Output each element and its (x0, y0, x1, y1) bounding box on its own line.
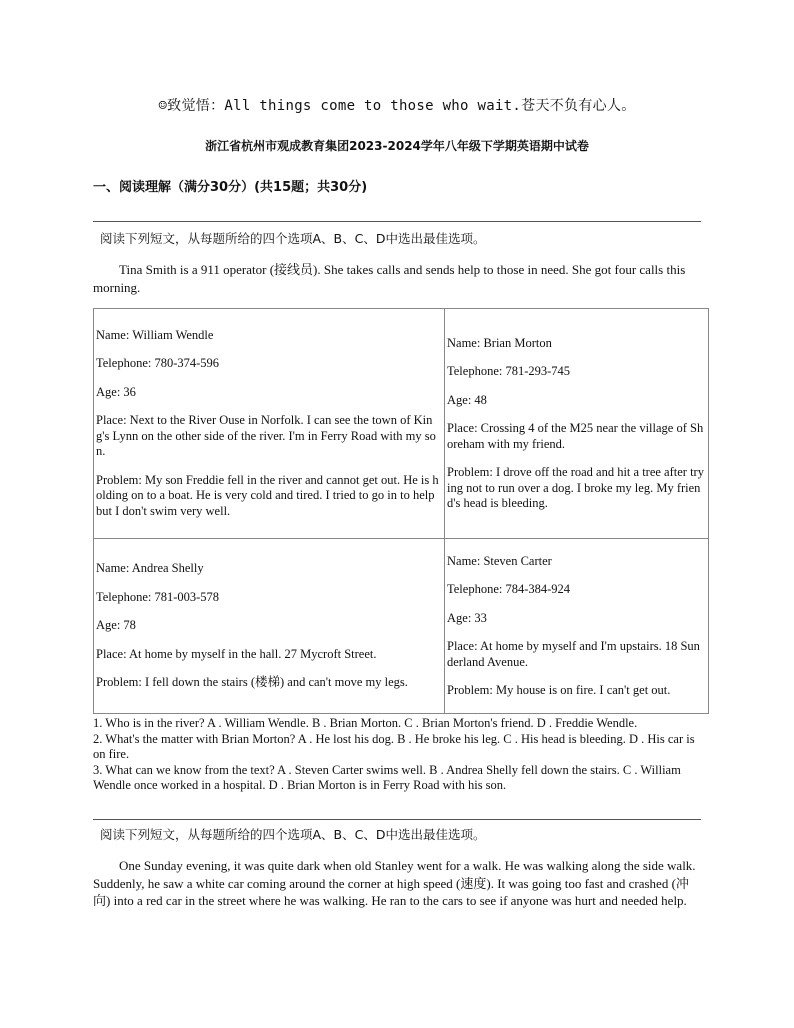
story-paragraph: One Sunday evening, it was quite dark when old Stanley went for a walk. He was walking along the side walk. Suddenly, he saw a white car coming around the corner at high speed (速度). It was going too fast and crashed (冲向) into a red car in the street where he was walking. He ran to the cars to see if anyone was hurt and needed help. (93, 858, 696, 908)
caller-name: Name: Brian Morton (447, 335, 552, 350)
caller-problem: Problem: My house is on fire. I can't get out. (447, 683, 671, 698)
table-row (94, 309, 709, 539)
exam-title: 浙江省杭州市观成教育集团2023-2024学年八年级下学期英语期中试卷 (205, 139, 589, 153)
call-card-brian-morton (445, 309, 709, 539)
caller-place: Place: Next to the River Ouse in Norfolk. I can see the town of King's Lynn on the other side of the river. I'm in Ferry Road with my son. (96, 413, 436, 459)
call-card-william-wendle (94, 309, 445, 539)
table-row (94, 539, 709, 714)
emergency-calls-table (93, 308, 709, 714)
caller-problem: Problem: My son Freddie fell in the river and cannot get out. He is holding on to a boat. He is very cold and tired. I tried to go in to help but I don't swim very well. (96, 472, 439, 518)
caller-place: Place: Crossing 4 of the M25 near the village of Shoreham with my friend. (447, 421, 704, 451)
call-card-andrea-shelly (94, 539, 445, 714)
caller-name: Name: Steven Carter (447, 553, 552, 568)
call-card-steven-carter (445, 539, 709, 714)
intro-paragraph: Tina Smith is a 911 operator (接线员). She takes calls and sends help to those in need. She got four calls this morning. (93, 262, 686, 295)
caller-problem: Problem: I fell down the stairs (楼梯) and can't move my legs. (96, 675, 408, 690)
question-3: 3. What can we know from the text? A . Steven Carter swims well. B . Andrea Shelly fell down the stairs. C . William Wendle once worked in a hospital. D . Brian Morton is in Ferry Road with his son. (93, 762, 681, 793)
caller-telephone: Telephone: 780-374-596 (96, 356, 220, 371)
caller-telephone: Telephone: 784-384-924 (447, 582, 571, 597)
caller-name: Name: Andrea Shelly (96, 561, 204, 576)
caller-age: Age: 48 (447, 392, 487, 407)
caller-age: Age: 78 (96, 618, 136, 633)
reading-instruction: 阅读下列短文，从每题所给的四个选项A、B、C、D中选出最佳选项。 (100, 827, 486, 842)
caller-telephone: Telephone: 781-293-745 (447, 364, 571, 379)
reading-instruction: 阅读下列短文，从每题所给的四个选项A、B、C、D中选出最佳选项。 (100, 231, 486, 246)
section-heading: 一、阅读理解（满分30分）(共15题；共30分) (93, 180, 368, 195)
caller-age: Age: 33 (447, 610, 487, 625)
divider (93, 221, 701, 222)
motto: ☺致觉悟：All things come to those who wait.苍天不负有心人。 (158, 98, 636, 114)
caller-age: Age: 36 (96, 384, 136, 399)
question-2: 2. What's the matter with Brian Morton? A . He lost his dog. B . He broke his leg. C . His head is bleeding. D . His car is on fire. (93, 731, 695, 762)
divider (93, 819, 701, 820)
caller-place: Place: At home by myself in the hall. 27 Mycroft Street. (96, 646, 377, 661)
caller-telephone: Telephone: 781-003-578 (96, 589, 220, 604)
question-list (93, 716, 701, 794)
question-1: 1. Who is in the river? A . William Wendle. B . Brian Morton. C . Brian Morton's friend. D . Freddie Wendle. (93, 716, 638, 730)
caller-place: Place: At home by myself and I'm upstairs. 18 Sunderland Avenue. (447, 639, 700, 669)
caller-name: Name: William Wendle (96, 327, 214, 342)
caller-problem: Problem: I drove off the road and hit a tree after trying not to run over a dog. I broke my leg. My friend's head is bleeding. (447, 465, 704, 511)
